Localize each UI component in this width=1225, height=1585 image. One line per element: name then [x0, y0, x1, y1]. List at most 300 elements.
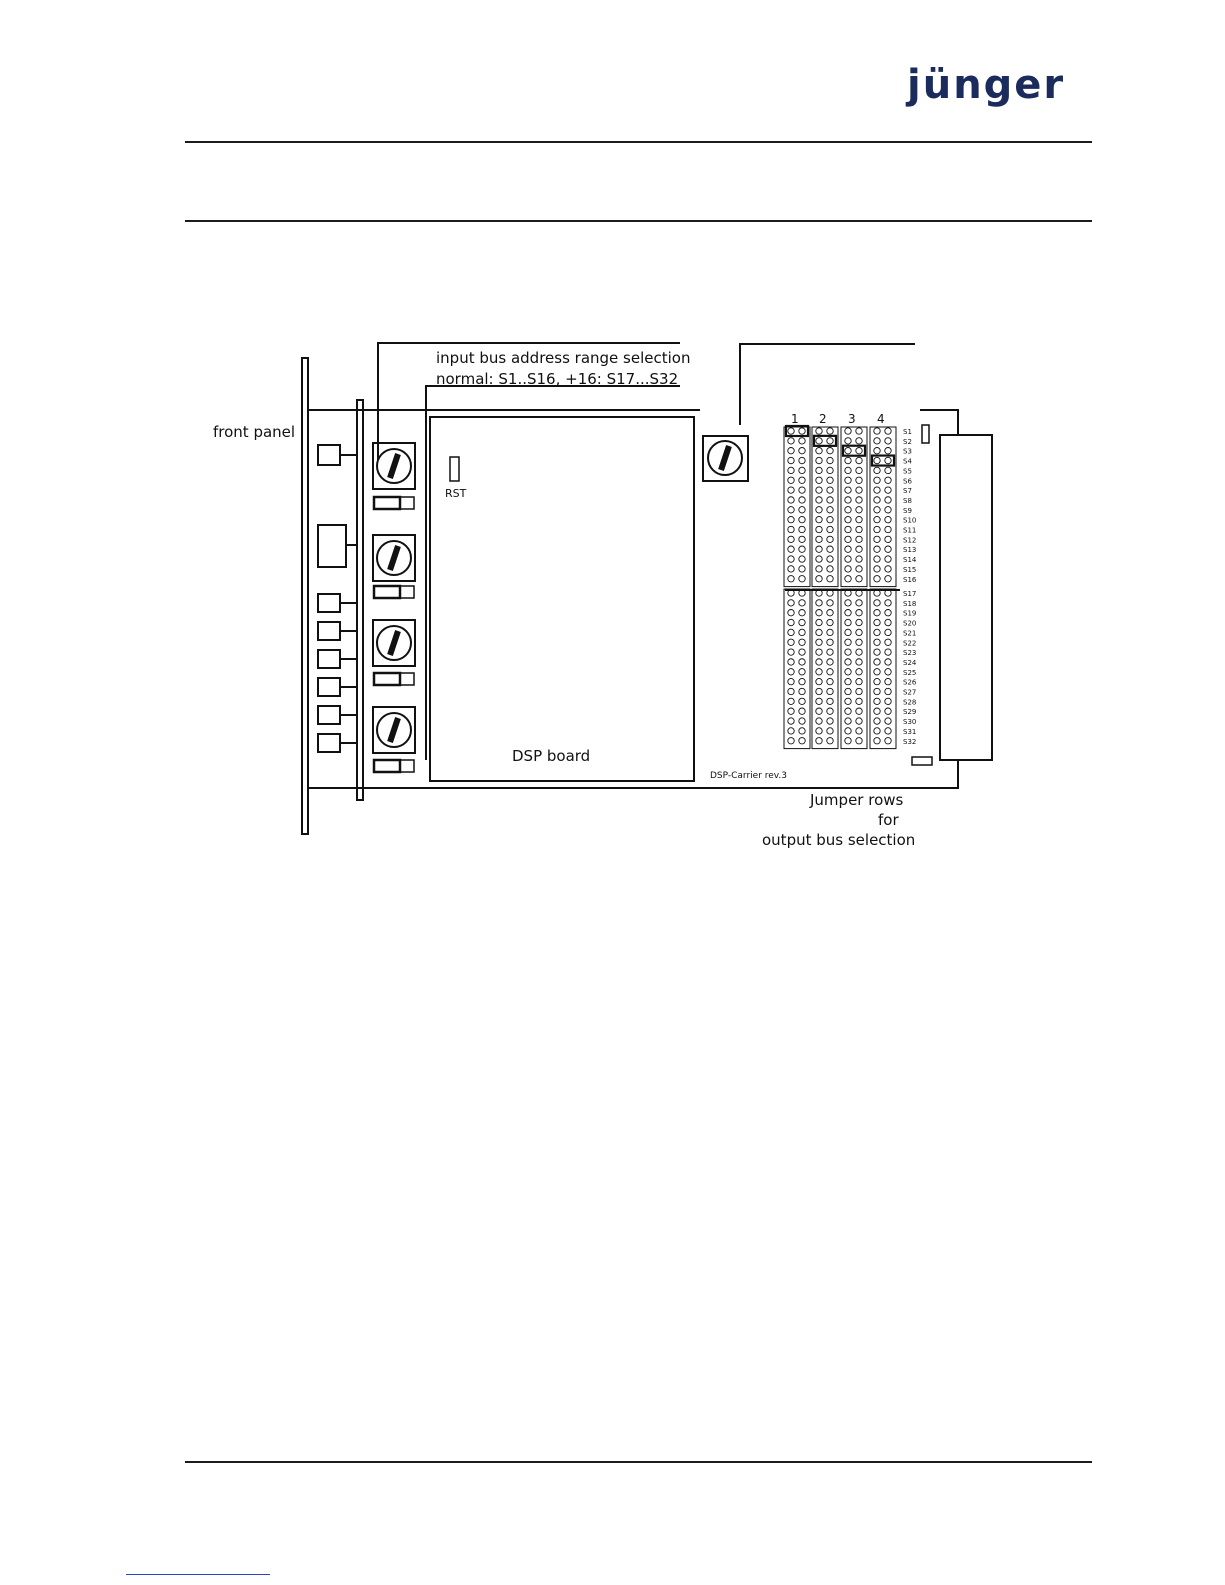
jumper-pin [816, 536, 822, 542]
jumper-pin [856, 497, 862, 503]
slot-label: S29 [903, 708, 917, 717]
small-component-bottom [912, 757, 932, 765]
jumper-pin [816, 698, 822, 704]
slot-label: S9 [903, 506, 912, 515]
jumper-pin-grid [784, 412, 917, 749]
slot-label: S11 [903, 526, 917, 535]
jumper-pin [874, 678, 880, 684]
jumper-pin [816, 629, 822, 635]
jumper-pin [885, 487, 891, 493]
jumper-pin [827, 487, 833, 493]
jumper-pin [799, 457, 805, 463]
jumper-pin [874, 516, 880, 522]
jumper-pin [827, 659, 833, 665]
jumper-pin [799, 448, 805, 454]
jumper-pin [874, 728, 880, 734]
jumper-pin [856, 649, 862, 655]
dsp-board [430, 417, 694, 781]
rst-jumper [450, 457, 459, 481]
jumper-column-number: 4 [877, 412, 885, 426]
jumper-pin [856, 546, 862, 552]
jumper-pin [799, 516, 805, 522]
jumper-pin [816, 718, 822, 724]
jumper-pin [799, 546, 805, 552]
jumper-pin [885, 688, 891, 694]
jumper-pin [856, 728, 862, 734]
jumper-pin [874, 457, 880, 463]
jumper-pin [788, 448, 794, 454]
jumper-pin [845, 576, 851, 582]
jumper-pin [856, 669, 862, 675]
jumper-pin [827, 428, 833, 434]
jumper-pin [827, 566, 833, 572]
jumper-pin [874, 526, 880, 532]
jumper-pin [788, 526, 794, 532]
jumper-pin [827, 516, 833, 522]
jumper-pin [788, 619, 794, 625]
jumper-pin [827, 610, 833, 616]
jumper-pin [856, 448, 862, 454]
jumper-pin [845, 649, 851, 655]
jumper-pin [816, 728, 822, 734]
slot-label: S20 [903, 619, 917, 628]
front-connector [318, 445, 340, 465]
jumper-pin [856, 600, 862, 606]
jumper-pin [816, 428, 822, 434]
jumper-pin [845, 610, 851, 616]
jumper-pin [856, 629, 862, 635]
jumper-pin [816, 688, 822, 694]
jumper-pin [885, 477, 891, 483]
jumper-pin [874, 448, 880, 454]
jumper-pin [799, 600, 805, 606]
jumper-set-3 [843, 446, 865, 456]
jumper-pin [856, 457, 862, 463]
slot-label: S3 [903, 447, 912, 456]
jumper-pin [885, 516, 891, 522]
jumper-pin [856, 688, 862, 694]
slot-label: S8 [903, 496, 912, 505]
label-input-bus-1: input bus address range selection [436, 349, 691, 367]
jumper-pin [788, 718, 794, 724]
slot-label: S19 [903, 609, 917, 618]
footer-rule [185, 1461, 1092, 1463]
jumper-pin [799, 507, 805, 513]
label-rst: RST [445, 487, 467, 500]
jumper-pin [788, 669, 794, 675]
jumper-pin [845, 678, 851, 684]
jumper-pin [788, 497, 794, 503]
jumper-pin [885, 698, 891, 704]
jumper-pin [874, 738, 880, 744]
jumper-pin [827, 669, 833, 675]
jumper-pin [799, 718, 805, 724]
jumper-pin [845, 659, 851, 665]
slot-label: S31 [903, 727, 917, 736]
jumper-pin [845, 619, 851, 625]
jumper-pin [788, 556, 794, 562]
jumper-pin [799, 738, 805, 744]
jumper-pin [874, 649, 880, 655]
jumper-pin [845, 698, 851, 704]
jumper-pin [885, 659, 891, 665]
slot-label: S15 [903, 565, 917, 574]
jumper-pin [885, 457, 891, 463]
jumper-pin [799, 438, 805, 444]
jumper-pin [827, 526, 833, 532]
jumper-set-4 [872, 456, 894, 466]
slot-label: S18 [903, 599, 917, 608]
slot-label: S32 [903, 737, 917, 746]
jumper-pin [788, 487, 794, 493]
jumper-pin [885, 708, 891, 714]
jumper-pin [856, 438, 862, 444]
jumper-pin [874, 497, 880, 503]
jumper-pin [827, 708, 833, 714]
jumper-pin [856, 428, 862, 434]
jumper-pin [788, 639, 794, 645]
jumper-pin [885, 576, 891, 582]
jumper-pin [799, 477, 805, 483]
jumper-pin [816, 546, 822, 552]
jumper-pin [827, 600, 833, 606]
jumper-pin [845, 428, 851, 434]
jumper-pin [827, 438, 833, 444]
front-panel-plate [302, 358, 308, 834]
jumper-pin [885, 649, 891, 655]
jumper-pin [788, 536, 794, 542]
jumper-pin [845, 600, 851, 606]
jumper-pin [845, 669, 851, 675]
jumper-pin [799, 639, 805, 645]
jumper-pin [856, 698, 862, 704]
jumper-pin [827, 688, 833, 694]
jumper-pin [874, 507, 880, 513]
jumper-pin [827, 639, 833, 645]
jumper-pin [827, 467, 833, 473]
jumper-pin [816, 576, 822, 582]
front-panel-inner-plate [357, 400, 363, 800]
jumper-pin [885, 728, 891, 734]
jumper-pin [816, 526, 822, 532]
jumper-pin [856, 556, 862, 562]
jumper-pin [874, 639, 880, 645]
slot-label: S16 [903, 575, 917, 584]
jumper-pin [845, 639, 851, 645]
jumper-pin [845, 526, 851, 532]
jumper-pin [856, 708, 862, 714]
jumper-pin [799, 649, 805, 655]
jumper-set-1 [786, 426, 808, 436]
jumper-pin [845, 546, 851, 552]
jumper-pin [827, 698, 833, 704]
jumper-pin [788, 659, 794, 665]
jumper-pin [827, 497, 833, 503]
jumper-pin [816, 708, 822, 714]
jumper-pin [874, 556, 880, 562]
jumper-pin [874, 610, 880, 616]
jumper-pin [816, 556, 822, 562]
jumper-pin [874, 477, 880, 483]
jumper-pin [827, 629, 833, 635]
slot-label: S22 [903, 639, 917, 648]
jumper-column-number: 1 [791, 412, 799, 426]
jumper-pin [885, 669, 891, 675]
jumper-pin [827, 546, 833, 552]
jumper-pin [816, 600, 822, 606]
jumper-pin [845, 507, 851, 513]
jumper-pin [799, 428, 805, 434]
jumper-pin [874, 600, 880, 606]
jumper-pin [874, 619, 880, 625]
jumper-pin [856, 507, 862, 513]
jumper-pin [788, 477, 794, 483]
jumper-pin [788, 507, 794, 513]
jumper-pin [874, 708, 880, 714]
jumper-pin [827, 619, 833, 625]
jumper-pin [799, 708, 805, 714]
jumper-pin [816, 649, 822, 655]
jumper-pin [885, 438, 891, 444]
label-carrier-rev: DSP-Carrier rev.3 [710, 771, 788, 781]
jumper-pin [827, 556, 833, 562]
jumper-pin [827, 448, 833, 454]
jumper-pin [856, 619, 862, 625]
jumper-pin [845, 556, 851, 562]
jumper-pin [845, 688, 851, 694]
jumper-pin [845, 438, 851, 444]
label-dsp-board: DSP board [512, 747, 591, 765]
jumper-pin [799, 619, 805, 625]
jumper-pin [799, 629, 805, 635]
jumper-pin [816, 669, 822, 675]
jumper-pin [788, 728, 794, 734]
jumper-pin [788, 629, 794, 635]
jumper-pin [799, 610, 805, 616]
slot-label: S26 [903, 678, 917, 687]
jumper-pin [856, 566, 862, 572]
jumper-pin [885, 536, 891, 542]
slot-label: S27 [903, 688, 917, 697]
jumper-pin [856, 477, 862, 483]
jumper-pin [856, 526, 862, 532]
jumper-pin [856, 467, 862, 473]
jumper-pin [885, 497, 891, 503]
jumper-pin [885, 718, 891, 724]
selector-callout-line [740, 344, 915, 425]
jumper-pin [827, 738, 833, 744]
jumper-pin [885, 428, 891, 434]
jumper-pin [885, 507, 891, 513]
jumper-pin [845, 497, 851, 503]
jumper-pin [816, 659, 822, 665]
jumper-pin [816, 497, 822, 503]
jumper-pin [874, 467, 880, 473]
jumper-pin [845, 629, 851, 635]
slot-label: S28 [903, 698, 917, 707]
footer-link-underline [126, 1574, 270, 1575]
slot-label: S4 [903, 457, 912, 466]
switch-pointers [390, 446, 729, 742]
jumper-pin [874, 576, 880, 582]
label-jumper-for: for [878, 811, 899, 829]
slot-label: S23 [903, 649, 917, 658]
jumper-pin [799, 566, 805, 572]
jumper-pin [827, 576, 833, 582]
jumper-pin [874, 438, 880, 444]
jumper-pin [799, 487, 805, 493]
jumper-pin [788, 678, 794, 684]
jumper-pin [788, 649, 794, 655]
slot-label: S5 [903, 467, 912, 476]
jumper-pin [874, 536, 880, 542]
jumper-pin [885, 526, 891, 532]
logo-text: jünger [907, 62, 1066, 108]
slot-label: S17 [903, 590, 917, 598]
jumper-pin [874, 698, 880, 704]
jumper-pin [856, 738, 862, 744]
slot-label: S7 [903, 487, 912, 496]
jumper-pin [799, 576, 805, 582]
carrier-board-outline [308, 410, 958, 788]
jumper-pin [845, 477, 851, 483]
jumper-pin [788, 610, 794, 616]
jumper-pin [799, 497, 805, 503]
jumper-pin [845, 728, 851, 734]
jumper-pin [788, 438, 794, 444]
jumper-pin [856, 576, 862, 582]
jumper-pin [856, 536, 862, 542]
jumper-pin [885, 639, 891, 645]
jumper-pin [799, 556, 805, 562]
jumper-pin [799, 698, 805, 704]
jumper-pin [816, 678, 822, 684]
jumper-pin [845, 738, 851, 744]
slot-label: S30 [903, 718, 917, 727]
jumper-pin [885, 448, 891, 454]
jumper-pin [874, 718, 880, 724]
jumper-pin [845, 566, 851, 572]
jumper-pin [788, 516, 794, 522]
jumper-pin [788, 467, 794, 473]
jumper-pin [845, 487, 851, 493]
jumper-set-2 [814, 436, 836, 446]
jumper-pin [845, 718, 851, 724]
jumper-pin [788, 738, 794, 744]
jumper-pin [816, 477, 822, 483]
jumper-pin [816, 566, 822, 572]
jumper-pin [856, 639, 862, 645]
jumper-pin [885, 738, 891, 744]
jumper-pin [885, 678, 891, 684]
jumper-pin [845, 516, 851, 522]
jumper-pin [799, 526, 805, 532]
jumper-pin [816, 516, 822, 522]
jumper-pin [885, 566, 891, 572]
slot-label: S6 [903, 477, 912, 486]
jumper-pin [816, 487, 822, 493]
jumper-pin [827, 457, 833, 463]
jumper-column-number: 2 [819, 412, 827, 426]
slot-label: S13 [903, 546, 917, 555]
jumper-pin [856, 718, 862, 724]
jumper-pin [856, 659, 862, 665]
jumper-pin [885, 610, 891, 616]
jumper-pin [885, 619, 891, 625]
jumper-pin [799, 728, 805, 734]
jumper-pin [816, 619, 822, 625]
jumper-pin [885, 467, 891, 473]
slot-label: S12 [903, 536, 917, 545]
jumper-pin [788, 457, 794, 463]
slot-label: S25 [903, 668, 917, 677]
jumper-pin [788, 708, 794, 714]
jumper-pin [799, 669, 805, 675]
jumper-pin [845, 536, 851, 542]
jumper-pin [874, 487, 880, 493]
jumper-pin [816, 507, 822, 513]
jumper-pin [788, 576, 794, 582]
jumper-pin [788, 566, 794, 572]
jumper-pin [885, 556, 891, 562]
jumper-pin [856, 516, 862, 522]
slot-label: S14 [903, 556, 917, 565]
jumper-pin [816, 467, 822, 473]
input-bus-callout-line-2 [426, 386, 680, 760]
jumper-pin [845, 448, 851, 454]
jumper-pin [799, 536, 805, 542]
jumper-pin [827, 728, 833, 734]
jumper-pin [856, 610, 862, 616]
label-input-bus-2: normal: S1..S16, +16: S17...S32 [436, 370, 679, 388]
jumper-pin [827, 507, 833, 513]
jumper-pin [799, 688, 805, 694]
jumper-pin [885, 546, 891, 552]
jumper-pin [874, 688, 880, 694]
jumper-pin [856, 487, 862, 493]
jumper-pin [874, 428, 880, 434]
jumper-pin [874, 566, 880, 572]
jumper-pin [874, 546, 880, 552]
jumper-pin [816, 448, 822, 454]
jumper-pin [874, 669, 880, 675]
jumper-pin [816, 457, 822, 463]
jumper-pin [874, 629, 880, 635]
jumper-pin [788, 428, 794, 434]
jumper-pin [816, 438, 822, 444]
jumper-pin [827, 477, 833, 483]
front-large-connector [318, 525, 346, 567]
jumper-pin [856, 678, 862, 684]
jumper-pin [816, 610, 822, 616]
jumper-pin [874, 659, 880, 665]
label-output-bus: output bus selection [762, 831, 916, 849]
jumper-pin [788, 688, 794, 694]
jumper-pin [827, 718, 833, 724]
label-front-panel: front panel [213, 423, 296, 441]
rear-connector [940, 435, 992, 760]
jumper-pin [799, 467, 805, 473]
slot-label: S21 [903, 629, 917, 638]
jumper-pin [845, 457, 851, 463]
slot-label: S24 [903, 658, 917, 667]
jumper-pin [816, 738, 822, 744]
label-jumper-rows: Jumper rows [810, 791, 904, 809]
bnc-connectors [318, 594, 357, 752]
jumper-pin [885, 629, 891, 635]
jumper-pin [788, 698, 794, 704]
jumper-pin [885, 600, 891, 606]
